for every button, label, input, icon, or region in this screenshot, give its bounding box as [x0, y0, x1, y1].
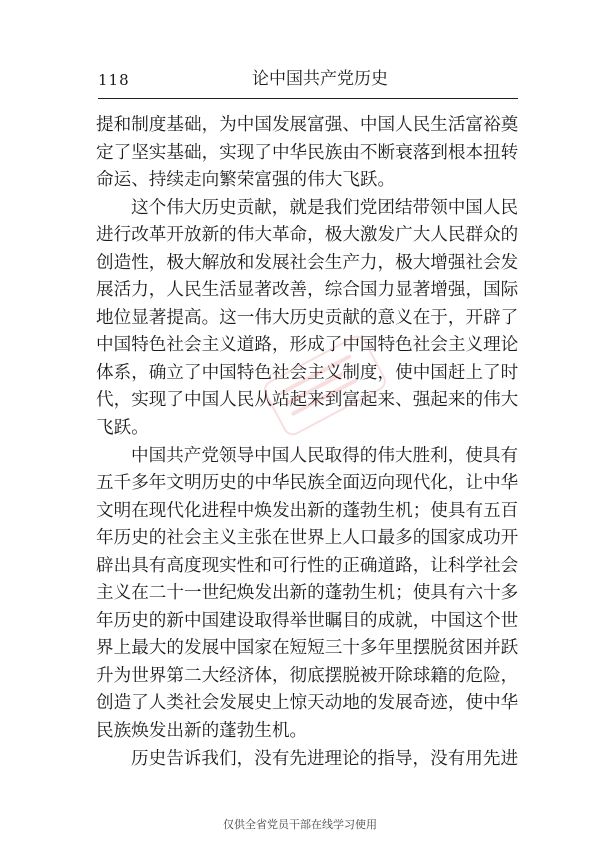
text-line: 展活力，人民生活显著改善，综合国力显著增强，国际: [96, 280, 519, 301]
page-number: 118: [98, 71, 130, 89]
text-line: 五千多年文明历史的中华民族全面迈向现代化，让中华: [96, 473, 519, 494]
running-title: 论中国共产党历史: [252, 69, 388, 89]
text-line: 地位显著提高。这一伟大历史贡献的意义在于，开辟了: [96, 307, 519, 328]
text-line: 创造性，极大解放和发展社会生产力，极大增强社会发: [96, 252, 519, 273]
body-text: [96, 112, 526, 773]
text-line: 体系，确立了中国特色社会主义制度，使中国赶上了时: [96, 362, 519, 383]
text-line: 辟出具有高度现实性和可行性的正确道路，让科学社会: [96, 555, 519, 576]
footer-note: 仅供全省党员干部在线学习使用: [223, 818, 377, 831]
text-line: 命运、持续走向繁荣富强的伟大飞跃。: [96, 170, 396, 191]
text-line: 进行改革开放新的伟大革命，极大激发广大人民群众的: [96, 225, 519, 246]
text-line: 文明在现代化进程中焕发出新的蓬勃生机；使具有五百: [96, 500, 519, 521]
text-line: 定了坚实基础，实现了中华民族由不断衰落到根本扭转: [96, 142, 519, 163]
text-line: 升为世界第二大经济体，彻底摆脱被开除球籍的危险，: [96, 665, 519, 686]
paragraph-first-line: 历史告诉我们，没有先进理论的指导，没有用先进: [131, 748, 519, 769]
text-line: 提和制度基础，为中国发展富强、中国人民生活富裕奠: [96, 115, 519, 135]
text-line: 界上最大的发展中国家在短短三十多年里摆脱贫困并跃: [96, 638, 519, 659]
text-line: 主义在二十一世纪焕发出新的蓬勃生机；使具有六十多: [96, 583, 519, 604]
text-line: 创造了人类社会发展史上惊天动地的发展奇迹，使中华: [96, 693, 519, 714]
text-line: 年历史的新中国建设取得举世瞩目的成就，中国这个世: [96, 610, 519, 631]
text-line: 年历史的社会主义主张在世界上人口最多的国家成功开: [96, 528, 519, 549]
text-line: 民族焕发出新的蓬勃生机。: [96, 721, 308, 742]
paragraph-first-line: 这个伟大历史贡献，就是我们党团结带领中国人民: [131, 197, 519, 218]
header-rule: [98, 98, 518, 99]
text-line: 代，实现了中国人民从站起来到富起来、强起来的伟大: [96, 390, 519, 411]
paragraph-first-line: 中国共产党领导中国人民取得的伟大胜利，使具有: [131, 445, 519, 466]
text-line: 中国特色社会主义道路，形成了中国特色社会主义理论: [96, 335, 519, 356]
page-header: [98, 68, 518, 92]
text-line: 飞跃。: [96, 418, 149, 439]
